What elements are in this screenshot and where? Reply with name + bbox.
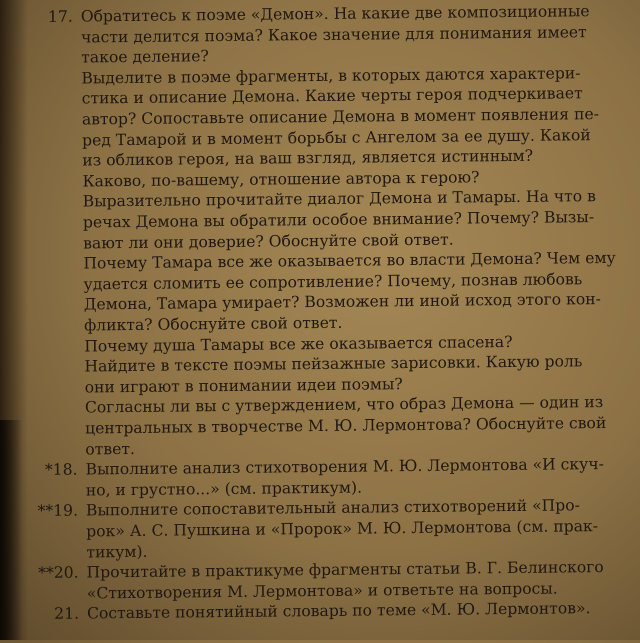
text-line: фликта? Обоснуйте свой ответ. — [83, 313, 343, 335]
text-line: Составьте понятийный словарь по теме «М. Ю. Лермонтов». — [86, 599, 591, 623]
item-number: *18. — [44, 460, 78, 480]
text-line: Прочитайте в практикуме фрагменты статьи В. Г. Белинского — [86, 558, 604, 582]
text-line: но, и грустно...» (см. практикум). — [85, 478, 363, 500]
item-number: 17. — [47, 7, 73, 26]
text-line: Выразительно прочитайте диалог Демона и Тамары. На что в — [82, 187, 596, 211]
text-line: ответ. — [85, 439, 136, 459]
text-line: Каково, по-вашему, отношение автора к герою? — [82, 168, 480, 191]
text-line: Демона, Тамара умирает? Возможен ли иной исход этого кон- — [83, 290, 601, 314]
text-line: удается сломить ее сопротивление? Почему, познав любовь — [83, 270, 583, 294]
item-number: 21. — [54, 604, 80, 624]
text-line: из обликов героя, на ваш взгляд, является истинным? — [82, 146, 534, 170]
text-line: речах Демона вы обратили особое внимание? Почему? Вызы- — [82, 208, 595, 232]
item-number: **19. — [37, 501, 79, 521]
item-number: **20. — [38, 563, 79, 583]
text-line: «Стихотворения М. Лермонтова» и ответьте на вопросы. — [86, 579, 558, 603]
text-line: стика и описание Демона. Какие черты героя подчеркивает — [81, 84, 583, 108]
text-line: центральных в творчестве М. Ю. Лермонтова? Обоснуйте свой — [85, 414, 607, 438]
text-line: Выполните анализ стихотворения М. Ю. Лермонтова «И скуч- — [85, 455, 604, 479]
text-line: Обратитесь к поэме «Демон». На какие две композиционные — [80, 2, 590, 26]
text-line: Выделите в поэме фрагменты, в которых даются характери- — [81, 64, 581, 88]
text-line: тикум). — [86, 542, 148, 562]
text-line: автор? Сопоставьте описание Демона в момент появления пе- — [81, 105, 600, 129]
text-line: Согласны ли вы с утверждением, что образ Демона — один из — [84, 393, 604, 417]
text-line: Почему Тамара все же оказывается во власти Демона? Чем ему — [83, 249, 616, 273]
text-line: Найдите в тексте поэмы пейзажные зарисовки. Какую роль — [84, 352, 583, 376]
text-line: Почему душа Тамары все же оказывается спасена? — [84, 332, 513, 356]
text-line: Выполните сопоставительный анализ стихотворений «Про- — [85, 496, 580, 520]
text-line: ред Тамарой и в момент борьбы с Ангелом за ее душу. Какой — [82, 125, 591, 150]
text-line: рок» А. С. Пушкина и «Пророк» М. Ю. Лермонтова (см. прак- — [86, 517, 599, 541]
text-line: такое деление? — [81, 47, 209, 67]
text-line: вают ли они доверие? Обоснуйте свой ответ. — [83, 230, 454, 253]
text-line: они играют в понимании идеи поэмы? — [84, 374, 403, 397]
text-line: части делится поэма? Какое значение для понимания имеет — [80, 22, 587, 47]
page-edge-shadow-lower — [0, 420, 22, 640]
